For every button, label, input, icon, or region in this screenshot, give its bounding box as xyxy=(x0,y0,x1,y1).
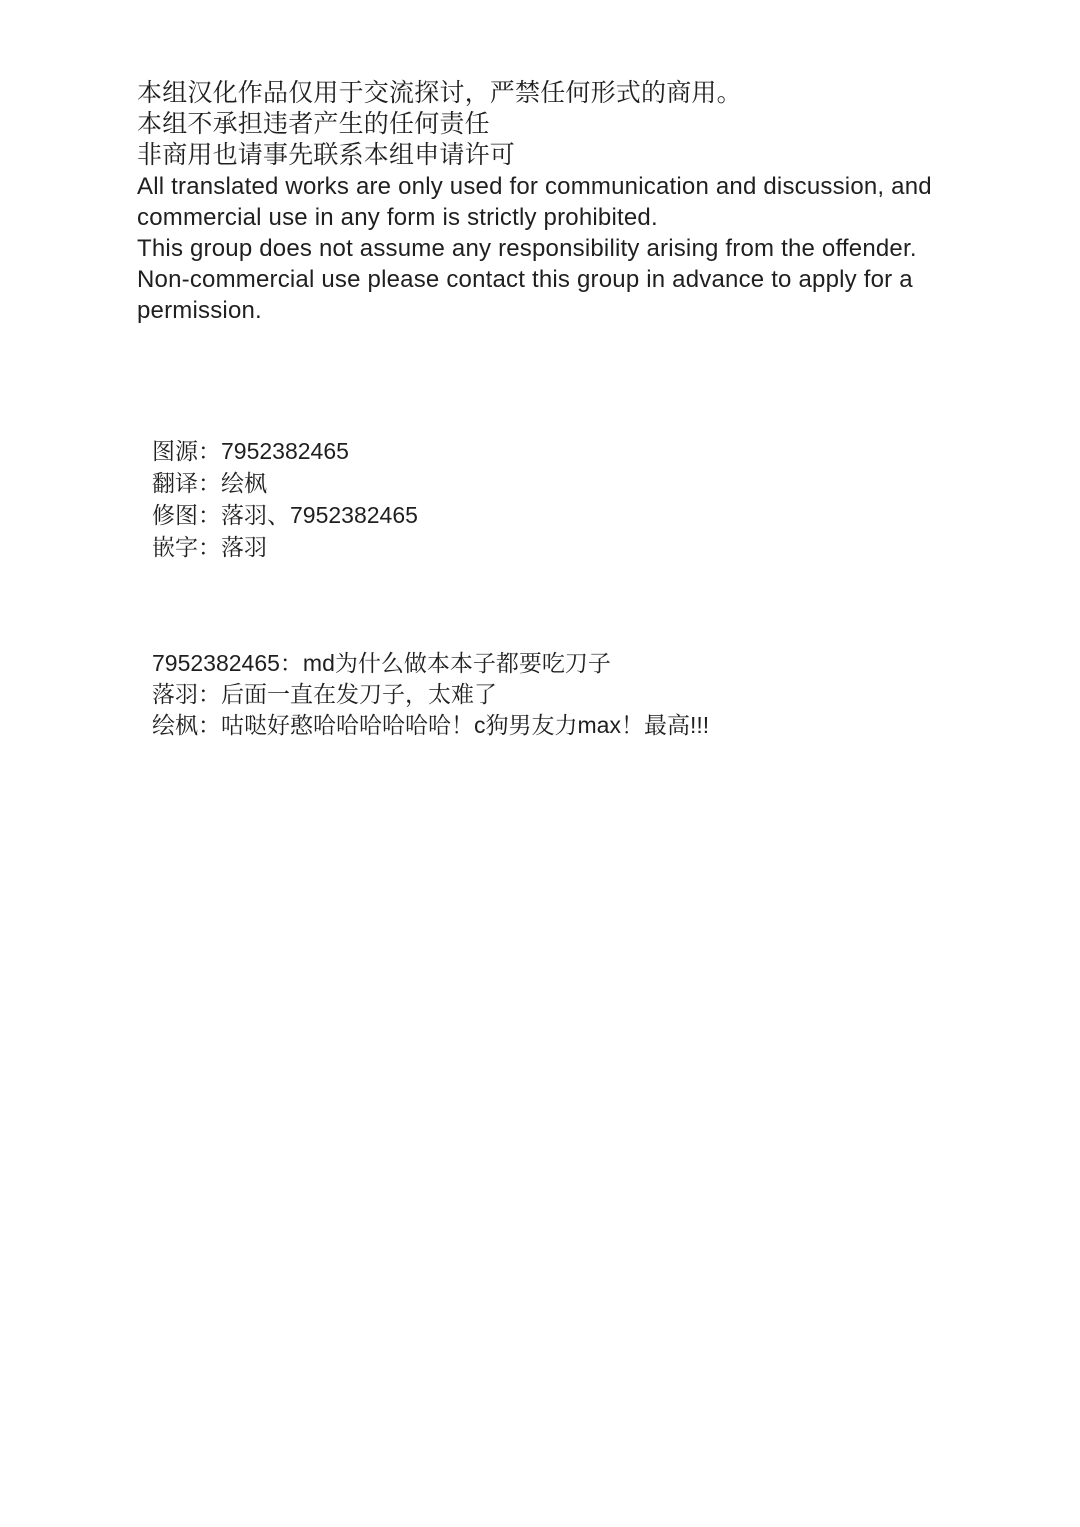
disclaimer-line-en-1: All translated works are only used for communication and discussion, and commercial use in any form is strictly prohibited. xyxy=(137,173,939,231)
disclaimer-line-zh-2: 本组不承担违者产生的任何责任 xyxy=(137,110,490,138)
credit-row-retouch: 修图：落羽、7952382465 xyxy=(152,502,418,528)
credits-block xyxy=(152,435,952,563)
comment-row-1: 7952382465：md为什么做本本子都要吃刀子 xyxy=(152,650,611,676)
disclaimer-line-en-2: This group does not assume any responsibility arising from the offender. xyxy=(137,235,917,262)
disclaimer-line-zh-3: 非商用也请事先联系本组申请许可 xyxy=(137,141,516,169)
comment-row-2: 落羽：后面一直在发刀子，太难了 xyxy=(152,681,497,707)
comments-block xyxy=(152,648,1002,741)
disclaimer-line-zh-1: 本组汉化作品仅用于交流探讨，严禁任何形式的商用。 xyxy=(137,79,742,107)
credit-row-translation: 翻译：绘枫 xyxy=(152,470,267,496)
comment-row-3: 绘枫：咕哒好憨哈哈哈哈哈哈！c狗男友力max！最高!!! xyxy=(152,712,710,738)
credit-row-source: 图源：7952382465 xyxy=(152,438,349,464)
credit-row-typesetting: 嵌字：落羽 xyxy=(152,534,267,560)
disclaimer-block xyxy=(137,78,987,326)
disclaimer-line-en-3: Non-commercial use please contact this group in advance to apply for a permission. xyxy=(137,266,920,324)
